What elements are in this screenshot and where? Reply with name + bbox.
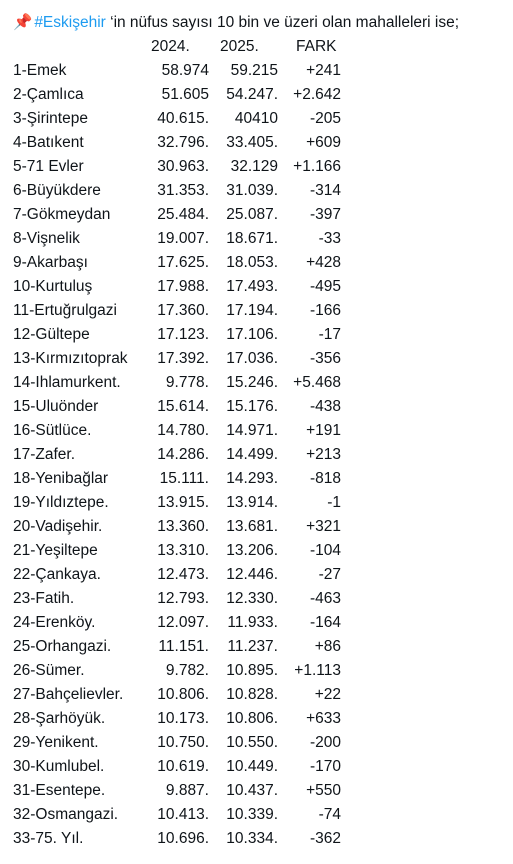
population-2025: 10.550. [226, 734, 278, 751]
table-row [0, 491, 513, 515]
population-2024: 9.778. [165, 374, 209, 391]
population-2025: 32.129 [230, 158, 278, 175]
table-header [0, 35, 513, 59]
population-difference: -74 [318, 806, 341, 823]
population-2024: 10.750. [157, 734, 209, 751]
population-difference: -164 [309, 614, 341, 631]
table-row [0, 107, 513, 131]
population-difference: +428 [306, 254, 341, 271]
population-2024: 51.605 [161, 86, 209, 103]
neighborhood-name: 7-Gökmeydan [13, 206, 111, 223]
population-2024: 14.286. [157, 446, 209, 463]
population-2025: 10.334. [226, 830, 278, 847]
population-difference: -200 [309, 734, 341, 751]
post-intro [13, 10, 459, 36]
neighborhood-name: 32-Osmangazi. [13, 806, 119, 823]
neighborhood-name: 17-Zafer. [13, 446, 76, 463]
neighborhood-name: 20-Vadişehir. [13, 518, 103, 535]
table-row [0, 347, 513, 371]
population-difference: -27 [318, 566, 341, 583]
neighborhood-name: 6-Büyükdere [13, 182, 101, 199]
population-2024: 12.473. [157, 566, 209, 583]
neighborhood-name: 8-Vişnelik [13, 230, 80, 247]
population-2025: 17.194. [226, 302, 278, 319]
population-2024: 10.619. [157, 758, 209, 775]
population-2024: 10.173. [157, 710, 209, 727]
table-row [0, 323, 513, 347]
population-difference: -205 [309, 110, 341, 127]
header-difference: FARK [296, 38, 337, 55]
table-row [0, 659, 513, 683]
table-row [0, 563, 513, 587]
population-2024: 17.123. [157, 326, 209, 343]
neighborhood-name: 28-Şarhöyük. [13, 710, 106, 727]
population-2025: 13.681. [226, 518, 278, 535]
neighborhood-name: 11-Ertuğrulgazi [13, 302, 117, 319]
population-2024: 25.484. [157, 206, 209, 223]
population-2025: 25.087. [226, 206, 278, 223]
table-row [0, 827, 513, 851]
intro-text: ‘in nüfus sayısı 10 bin ve üzeri olan mahalleleri ise; [105, 14, 460, 31]
population-2025: 10.449. [226, 758, 278, 775]
population-2024: 19.007. [157, 230, 209, 247]
population-2025: 10.339. [226, 806, 278, 823]
population-2025: 59.215 [230, 62, 278, 79]
population-difference: +86 [314, 638, 341, 655]
population-2024: 15.614. [157, 398, 209, 415]
population-2024: 17.360. [157, 302, 209, 319]
population-2025: 10.828. [226, 686, 278, 703]
population-difference: +1.166 [293, 158, 341, 175]
table-row [0, 539, 513, 563]
table-row [0, 83, 513, 107]
neighborhood-name: 12-Gültepe [13, 326, 90, 343]
pushpin-icon: 📌 [13, 14, 33, 31]
population-difference: -33 [318, 230, 341, 247]
table-row [0, 155, 513, 179]
table-row [0, 635, 513, 659]
population-difference: +191 [306, 422, 341, 439]
population-2024: 17.625. [157, 254, 209, 271]
population-2024: 9.887. [165, 782, 209, 799]
population-difference: -362 [309, 830, 341, 847]
population-difference: -397 [309, 206, 341, 223]
population-2025: 11.933. [227, 614, 278, 631]
population-2024: 30.963. [157, 158, 209, 175]
population-2025: 12.446. [226, 566, 278, 583]
population-2024: 11.151. [158, 638, 209, 655]
header-2025: 2025. [220, 38, 259, 55]
population-difference: -17 [318, 326, 341, 343]
neighborhood-table [0, 59, 513, 851]
table-row [0, 803, 513, 827]
neighborhood-name: 15-Uluönder [13, 398, 99, 415]
table-row [0, 683, 513, 707]
population-difference: +213 [306, 446, 341, 463]
population-2024: 13.915. [157, 494, 209, 511]
table-row [0, 587, 513, 611]
table-row [0, 299, 513, 323]
table-row [0, 779, 513, 803]
neighborhood-name: 26-Sümer. [13, 662, 85, 679]
population-2025: 18.053. [226, 254, 278, 271]
table-row [0, 419, 513, 443]
population-2025: 18.671. [226, 230, 278, 247]
neighborhood-name: 24-Erenköy. [13, 614, 96, 631]
neighborhood-name: 18-Yenibağlar [13, 470, 109, 487]
table-row [0, 227, 513, 251]
population-difference: +550 [306, 782, 341, 799]
header-2024: 2024. [151, 38, 190, 55]
population-2025: 31.039. [226, 182, 278, 199]
population-difference: -1 [327, 494, 341, 511]
neighborhood-name: 31-Esentepe. [13, 782, 106, 799]
neighborhood-name: 25-Orhangazi. [13, 638, 112, 655]
population-2025: 15.176. [226, 398, 278, 415]
neighborhood-name: 3-Şirintepe [13, 110, 88, 127]
neighborhood-name: 2-Çamlıca [13, 86, 84, 103]
table-row [0, 275, 513, 299]
population-2024: 13.310. [157, 542, 209, 559]
table-row [0, 395, 513, 419]
population-2025: 14.971. [226, 422, 278, 439]
population-difference: +22 [314, 686, 341, 703]
population-2025: 10.437. [226, 782, 278, 799]
population-2024: 9.782. [165, 662, 209, 679]
population-2024: 10.413. [157, 806, 209, 823]
neighborhood-name: 9-Akarbaşı [13, 254, 88, 271]
population-2024: 13.360. [157, 518, 209, 535]
population-difference: +241 [306, 62, 341, 79]
population-2025: 14.293. [226, 470, 278, 487]
table-row [0, 515, 513, 539]
population-difference: -170 [309, 758, 341, 775]
neighborhood-name: 33-75. Yıl. [13, 830, 84, 847]
population-2025: 14.499. [226, 446, 278, 463]
table-row [0, 755, 513, 779]
population-difference: -356 [309, 350, 341, 367]
table-row [0, 443, 513, 467]
population-2024: 14.780. [157, 422, 209, 439]
neighborhood-name: 4-Batıkent [13, 134, 84, 151]
population-2025: 54.247. [226, 86, 278, 103]
neighborhood-name: 21-Yeşiltepe [13, 542, 98, 559]
population-difference: -463 [309, 590, 341, 607]
population-difference: +633 [306, 710, 341, 727]
table-row [0, 131, 513, 155]
table-row [0, 179, 513, 203]
population-2025: 13.914. [226, 494, 278, 511]
population-difference: +2.642 [293, 86, 341, 103]
population-2024: 15.111. [159, 470, 209, 487]
population-2025: 40410 [234, 110, 278, 127]
neighborhood-name: 16-Sütlüce. [13, 422, 92, 439]
population-2025: 17.036. [226, 350, 278, 367]
population-2024: 58.974 [161, 62, 209, 79]
hashtag-link[interactable]: #Eskişehir [34, 14, 106, 31]
neighborhood-name: 14-Ihlamurkent. [13, 374, 121, 391]
table-row [0, 707, 513, 731]
population-2024: 17.988. [157, 278, 209, 295]
population-difference: +1.113 [294, 662, 341, 679]
population-2025: 13.206. [226, 542, 278, 559]
population-2024: 12.793. [157, 590, 209, 607]
population-2024: 10.806. [157, 686, 209, 703]
population-difference: +5.468 [293, 374, 341, 391]
neighborhood-name: 5-71 Evler [13, 158, 84, 175]
neighborhood-name: 19-Yıldıztepe. [13, 494, 109, 511]
population-difference: -495 [309, 278, 341, 295]
population-difference: -314 [309, 182, 341, 199]
neighborhood-name: 1-Emek [13, 62, 67, 79]
population-difference: -104 [309, 542, 341, 559]
population-2024: 32.796. [157, 134, 209, 151]
population-2024: 31.353. [157, 182, 209, 199]
population-difference: +321 [306, 518, 341, 535]
population-2025: 17.493. [226, 278, 278, 295]
table-row [0, 371, 513, 395]
population-2025: 12.330. [226, 590, 278, 607]
population-2025: 10.895. [226, 662, 278, 679]
table-row [0, 251, 513, 275]
table-row [0, 59, 513, 83]
neighborhood-name: 23-Fatih. [13, 590, 75, 607]
population-2025: 33.405. [226, 134, 278, 151]
population-difference: -818 [309, 470, 341, 487]
table-row [0, 611, 513, 635]
population-2025: 10.806. [226, 710, 278, 727]
neighborhood-name: 27-Bahçelievler. [13, 686, 124, 703]
population-2025: 17.106. [226, 326, 278, 343]
neighborhood-name: 29-Yenikent. [13, 734, 99, 751]
table-row [0, 731, 513, 755]
population-2024: 17.392. [157, 350, 209, 367]
neighborhood-name: 13-Kırmızıtoprak [13, 350, 128, 367]
population-difference: +609 [306, 134, 341, 151]
population-difference: -166 [309, 302, 341, 319]
population-2024: 12.097. [157, 614, 209, 631]
table-row [0, 467, 513, 491]
neighborhood-name: 22-Çankaya. [13, 566, 101, 583]
neighborhood-name: 30-Kumlubel. [13, 758, 105, 775]
population-2024: 40.615. [157, 110, 209, 127]
population-2025: 11.237. [227, 638, 278, 655]
population-2025: 15.246. [226, 374, 278, 391]
population-difference: -438 [309, 398, 341, 415]
neighborhood-name: 10-Kurtuluş [13, 278, 93, 295]
table-row [0, 203, 513, 227]
population-2024: 10.696. [157, 830, 209, 847]
